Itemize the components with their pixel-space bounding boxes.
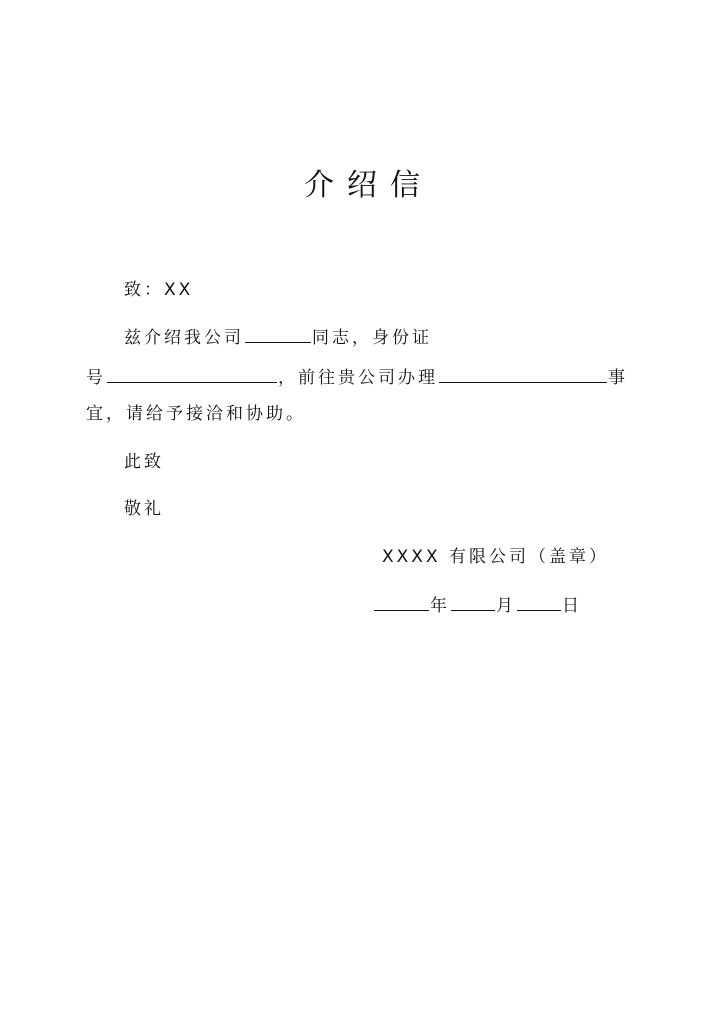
greeting-line: 致：XX [124, 280, 194, 300]
month-blank[interactable] [451, 593, 495, 611]
closing-line-1: 此致 [124, 452, 164, 472]
body-text-proceed: ，前往贵公司办理 [278, 368, 438, 388]
body-text-comrade: 同志，身份证 [312, 328, 432, 348]
body-line-3: 宜，请给予接洽和协助。 [86, 404, 306, 424]
closing-line-2: 敬礼 [124, 499, 164, 519]
day-blank[interactable] [517, 593, 561, 611]
company-signature: XXXX 有限公司（盖章） [382, 547, 609, 567]
body-line-1 [124, 325, 432, 350]
body-text-number: 号 [86, 368, 106, 388]
year-blank[interactable] [374, 593, 429, 611]
month-label: 月 [496, 596, 516, 616]
matter-blank[interactable] [439, 365, 607, 383]
body-text-matter: 事 [608, 368, 628, 388]
id-number-blank[interactable] [107, 365, 277, 383]
day-label: 日 [562, 596, 582, 616]
body-line-2 [86, 365, 628, 390]
date-line [373, 593, 582, 618]
name-blank[interactable] [245, 325, 311, 343]
body-text-intro: 兹介绍我公司 [124, 328, 244, 348]
letter-title: 介绍信 [304, 168, 433, 203]
year-label: 年 [430, 596, 450, 616]
